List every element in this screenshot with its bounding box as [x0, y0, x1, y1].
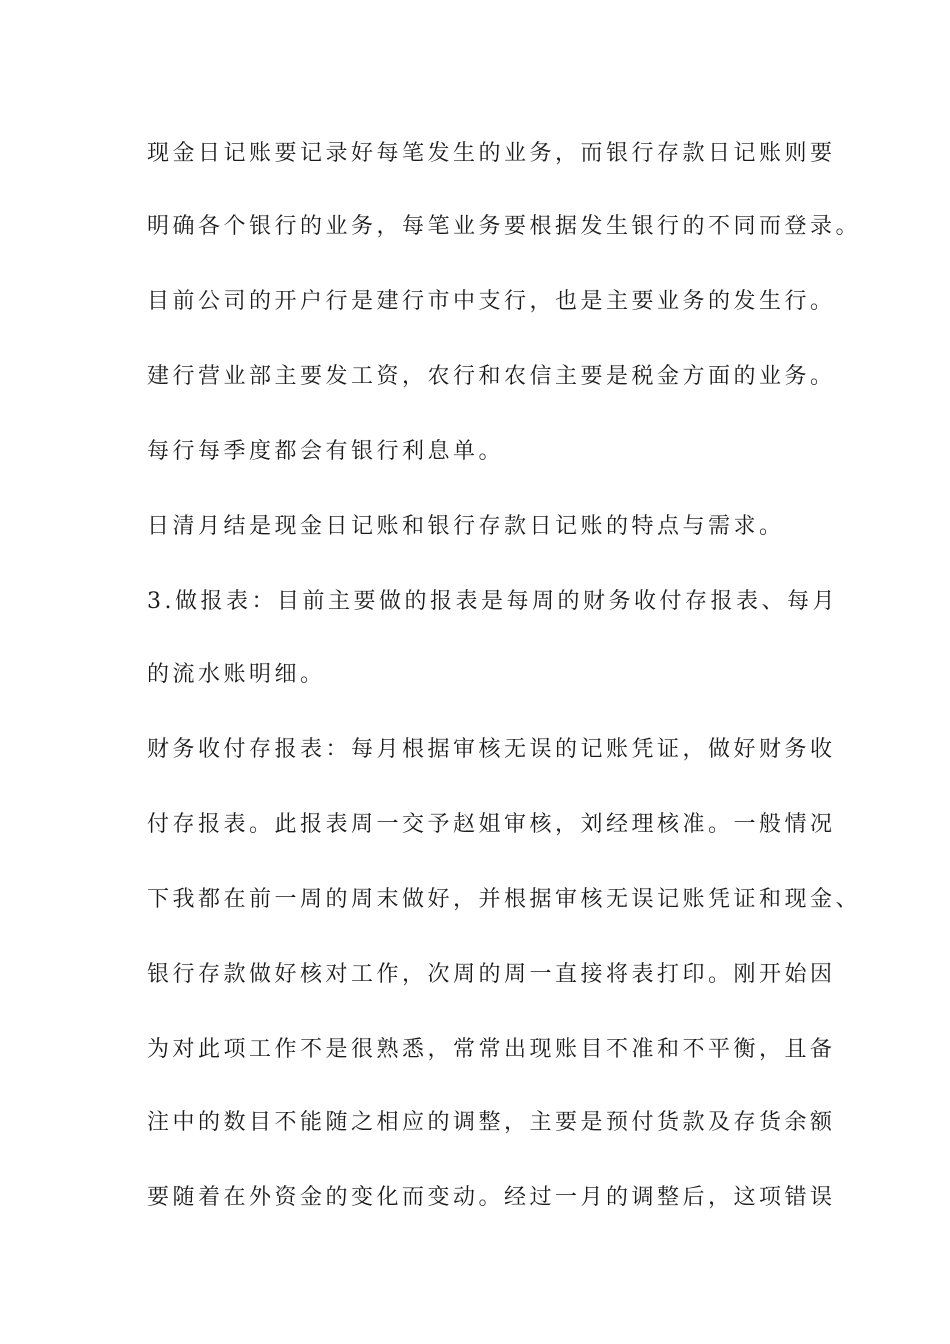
text-line: 3.做报表：目前主要做的报表是每周的财务收付存报表、每月: [147, 589, 838, 614]
text-line: 银行存款做好核对工作，次周的周一直接将表打印。刚开始因: [147, 962, 836, 987]
text-line: 现金日记账要记录好每笔发生的业务，而银行存款日记账则要: [147, 141, 836, 166]
text-line: 付存报表。此报表周一交予赵姐审核，刘经理核准。一般情况: [147, 812, 836, 837]
text-line: 建行营业部主要发工资，农行和农信主要是税金方面的业务。: [147, 364, 836, 389]
text-line: 目前公司的开户行是建行市中支行，也是主要业务的发生行。: [147, 289, 836, 314]
text-line: 日清月结是现金日记账和银行存款日记账的特点与需求。: [147, 514, 785, 539]
text-line: 明确各个银行的业务，每笔业务要根据发生银行的不同而登录。: [147, 214, 862, 239]
text-line: 为对此项工作不是很熟悉，常常出现账目不准和不平衡，且备: [147, 1037, 836, 1062]
text-line: 下我都在前一周的周末做好，并根据审核无误记账凭证和现金、: [147, 887, 862, 912]
text-line: 要随着在外资金的变化而变动。经过一月的调整后，这项错误: [147, 1185, 836, 1210]
text-line: 每行每季度都会有银行利息单。: [147, 439, 505, 464]
text-line: 注中的数目不能随之相应的调整，主要是预付货款及存货余额: [147, 1110, 836, 1135]
text-line: 财务收付存报表：每月根据审核无误的记账凭证，做好财务收: [147, 737, 836, 762]
text-line: 的流水账明细。: [147, 662, 326, 687]
